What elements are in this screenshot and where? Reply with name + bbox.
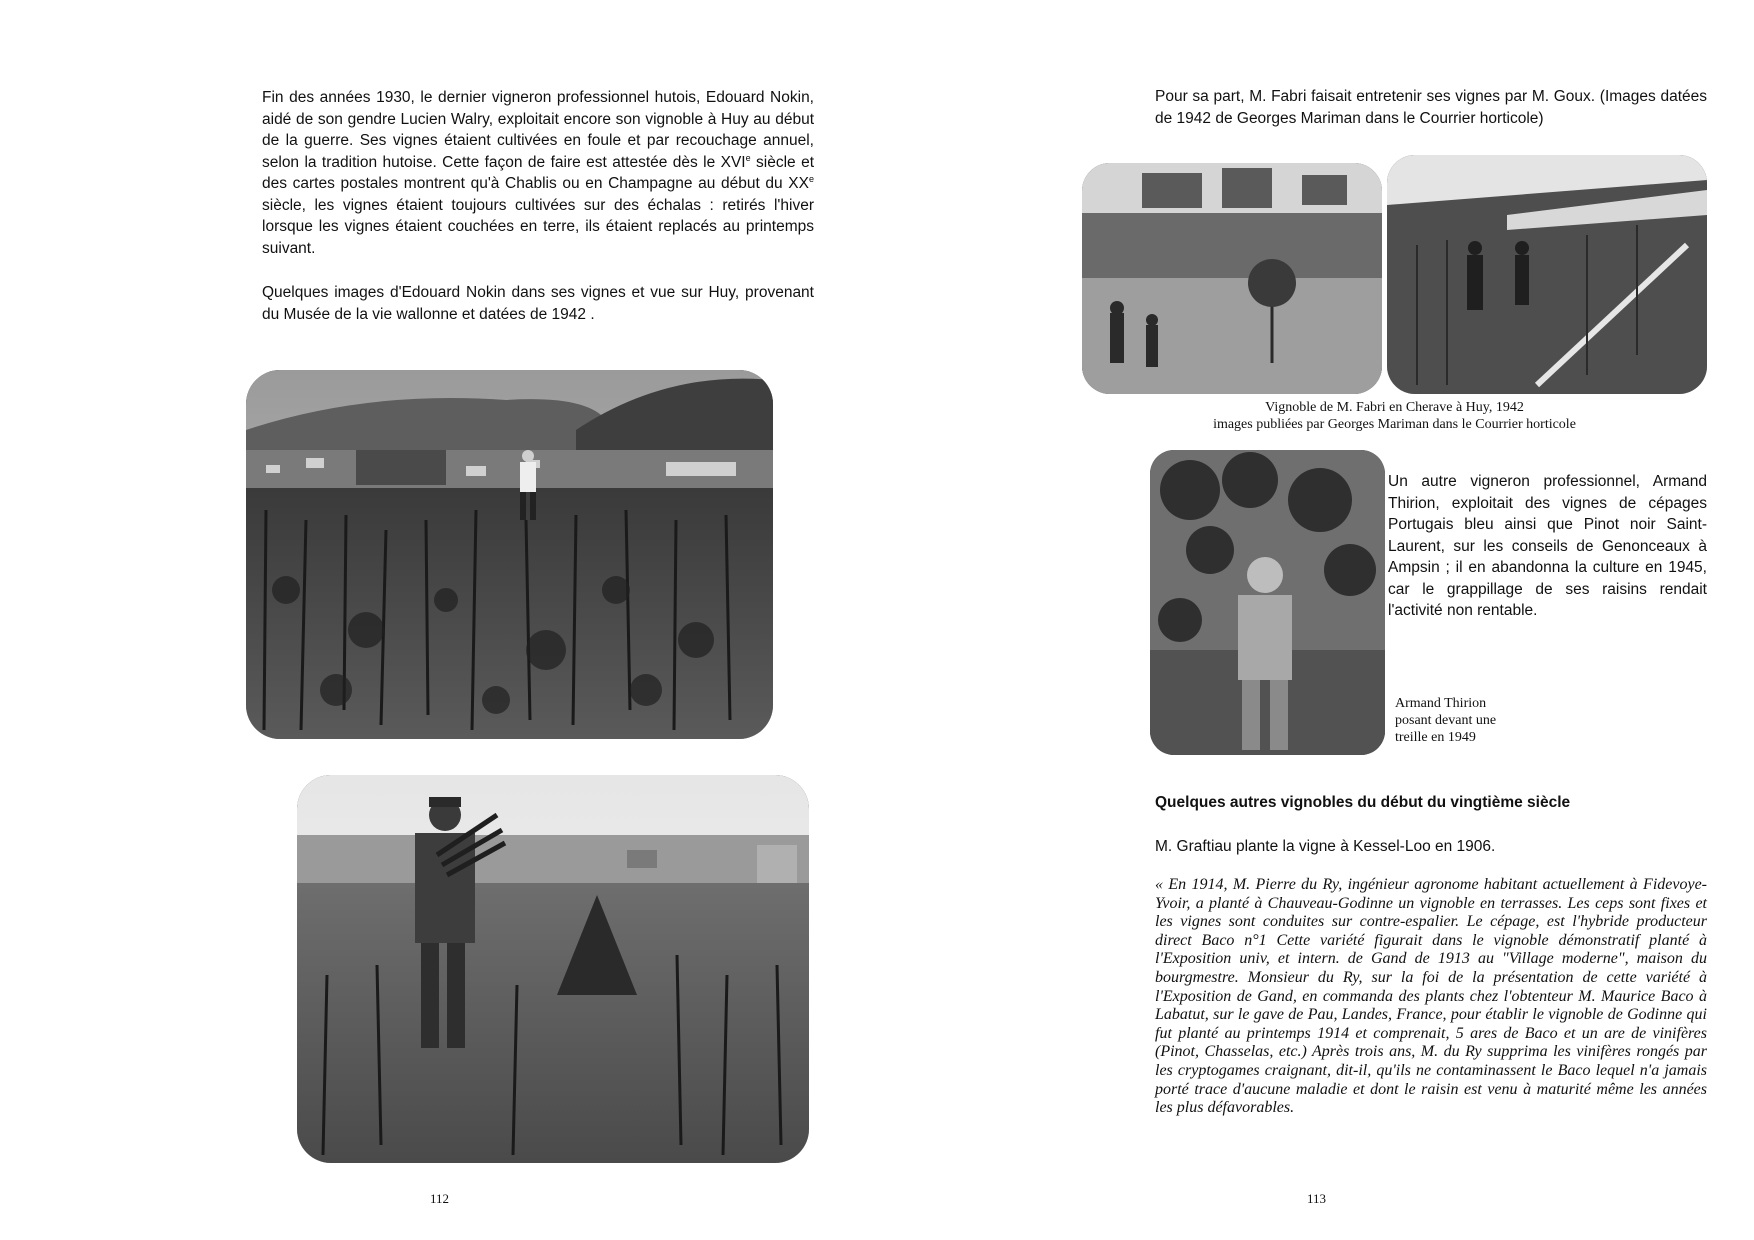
- photo-armand-thirion: [1150, 450, 1385, 755]
- quote-pierre-du-ry: « En 1914, M. Pierre du Ry, ingénieur agronome habitant actuellement à Fidevoye-Yvoir, a planté à Chauveau-Godinne un vignoble en terrasses. Les ceps sont fixes et les vignes sont conduites sur contre-espalier. Le cépage, est l'hybride producteur direct Baco n°1 Cette variété figurait dans le vignoble démonstratif planté à l'Exposition univ, et intern. de Gand de 1913 au "Village moderne", maison du bourgmestre. Monsieur du Ry, sur la foi de la présentation de cette variété à l'Exposition de Gand, en commanda des plants chez l'obtenteur M. Maurice Baco à Labatut, sur le gave de Pau, Landes, France, pour établir le vignoble de Godinne qui fut planté au printemps 1914 et comprenait, 5 ares de Baco et un are de vinifères (Pinot, Chasselas, etc.) Après trois ans, M. du Ry supprima les vinifères rongés par les cryptogames craignant, dit-il, qu'ils ne contaminassent le Baco lequel n'a jamais porté trace d'aucune maladie et dont le raisin est venu à maturité même les années les plus défavorables.: [1155, 876, 1707, 1117]
- paragraph-graftiau: M. Graftiau plante la vigne à Kessel-Loo en 1906.: [1155, 838, 1496, 855]
- paragraph-images-intro: Quelques images d'Edouard Nokin dans ses vignes et vue sur Huy, provenant du Musée de la vie wallonne et datées de 1942 .: [262, 284, 814, 323]
- caption-thirion: [1395, 695, 1575, 746]
- photo-fabri-vineyard-slope: [1387, 155, 1707, 394]
- photo-vineyard-huy: [246, 370, 773, 739]
- paragraph-fabri-intro: Pour sa part, M. Fabri faisait entretenir ses vignes par M. Goux. (Images datées de 1942 de Georges Mariman dans le Courrier horticole): [1155, 88, 1707, 127]
- right-page: [877, 0, 1754, 1240]
- caption-thirion-line3: treille en 1949: [1395, 730, 1476, 745]
- paragraph-thirion: Un autre vigneron professionnel, Armand Thirion, exploitait des vignes de cépages Portugais bleu ainsi que Pinot noir Saint-Laurent, sur les conseils de Genonceaux à Ampsin ; il en abandonna la culture en 1945, car le grappillage de ses raisins rendait l'activité non rentable.: [1388, 473, 1707, 619]
- page-number-left: 112: [430, 1191, 450, 1206]
- section-heading: Quelques autres vignobles du début du vingtième siècle: [1155, 794, 1571, 811]
- caption-fabri-line1: Vignoble de M. Fabri en Cherave à Huy, 1942: [1265, 400, 1524, 415]
- page-number-right: 113: [1307, 1191, 1327, 1206]
- caption-fabri-photos: [1087, 399, 1702, 433]
- paragraph-nokin: Fin des années 1930, le dernier vigneron professionnel hutois, Edouard Nokin, aidé de son gendre Lucien Walry, exploitait encore son vignoble à Huy au début de la guerre. Ses vignes étaient cultivées en foule et par recouchage annuel, selon la tradition hutoise. Cette façon de faire est attestée dès le XVIe siècle et des cartes postales montrent qu'à Chablis ou en Champagne au début du XXe siècle, les vignes étaient toujours cultivées sur des échalas : retirés l'hiver lorsque les vignes étaient couchées en terre, ils étaient replacés au printemps suivant.: [262, 89, 815, 257]
- photo-fabri-vineyard-hillside: [1082, 163, 1382, 394]
- caption-fabri-line2: images publiées par Georges Mariman dans le Courrier horticole: [1213, 417, 1576, 432]
- photo-man-with-stakes: [297, 775, 809, 1163]
- caption-thirion-line1: Armand Thirion: [1395, 696, 1487, 711]
- caption-thirion-line2: posant devant une: [1395, 713, 1497, 728]
